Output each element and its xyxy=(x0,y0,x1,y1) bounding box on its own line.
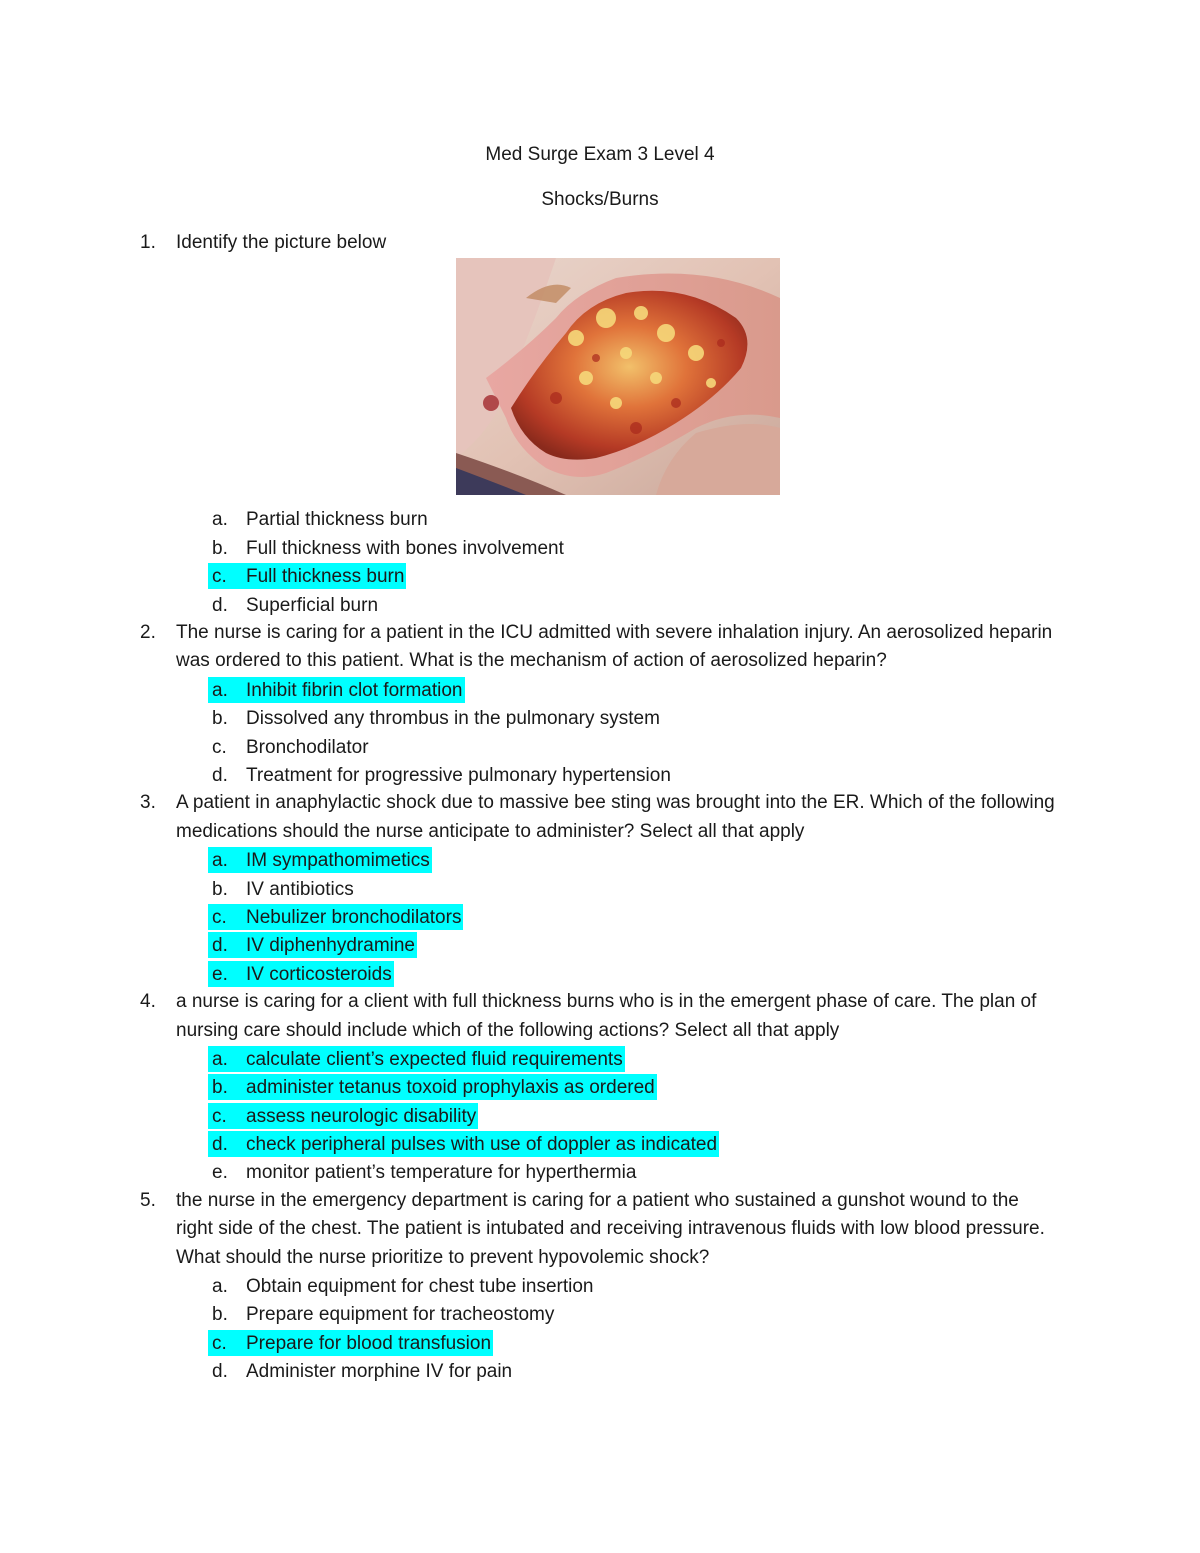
option-highlight xyxy=(208,1330,493,1356)
question-5 xyxy=(0,1187,1200,1386)
option-highlight xyxy=(208,847,432,873)
option-text: Nebulizer bronchodilators xyxy=(246,906,462,928)
option-text: IM sympathomimetics xyxy=(246,850,430,872)
question-number: 3. xyxy=(140,792,156,814)
question-text: the nurse in the emergency department is caring for a patient who sustained a gunshot wound to the right side of the chest. The patient is intubated and receiving intravenous fluids with low blood pressure. What should the nurse prioritize to prevent hypovolemic shock? xyxy=(176,1189,1045,1268)
option-letter: c. xyxy=(212,736,227,758)
option-text: Partial thickness burn xyxy=(246,509,428,531)
option-4e xyxy=(176,1158,1060,1186)
question-text: a nurse is caring for a client with full thickness burns who is in the emergent phase of care. The plan of nursing care should include which of the following actions? Select all that apply xyxy=(176,991,1037,1041)
question-text: A patient in anaphylactic shock due to massive bee sting was brought into the ER. Which of the following medications should the nurse anticipate to administer? Select all that apply xyxy=(176,792,1055,842)
option-4c xyxy=(176,1102,1060,1130)
option-list xyxy=(176,1045,1060,1187)
option-text: Superficial burn xyxy=(246,594,379,616)
option-4d xyxy=(176,1130,1060,1158)
option-text: Full thickness burn xyxy=(246,566,405,588)
option-text: IV antibiotics xyxy=(246,878,354,900)
option-text: Full thickness with bones involvement xyxy=(246,537,564,559)
option-highlight xyxy=(208,563,406,589)
option-text: IV diphenhydramine xyxy=(246,935,415,957)
burn-wound-photo xyxy=(456,258,780,495)
option-letter: b. xyxy=(212,878,228,900)
option-letter: a. xyxy=(212,1048,228,1070)
option-highlight xyxy=(208,961,394,987)
option-letter: c. xyxy=(212,1105,227,1127)
option-text: Obtain equipment for chest tube insertion xyxy=(246,1276,594,1298)
option-letter: b. xyxy=(212,708,228,730)
option-letter: a. xyxy=(212,679,228,701)
option-highlight xyxy=(208,904,463,930)
option-letter: d. xyxy=(212,594,228,616)
option-letter: b. xyxy=(212,537,228,559)
question-text: Identify the picture below xyxy=(176,232,387,253)
option-text: Prepare for blood transfusion xyxy=(246,1332,492,1354)
option-highlight xyxy=(208,1131,719,1157)
option-5d xyxy=(176,1357,1060,1385)
option-text: Treatment for progressive pulmonary hypertension xyxy=(246,764,671,786)
option-text: assess neurologic disability xyxy=(246,1105,477,1127)
option-highlight xyxy=(208,1358,514,1384)
option-text: monitor patient’s temperature for hyperthermia xyxy=(246,1162,637,1184)
option-highlight xyxy=(208,677,465,703)
option-letter: a. xyxy=(212,509,228,531)
document-title: Med Surge Exam 3 Level 4 xyxy=(485,144,715,165)
option-text: Administer morphine IV for pain xyxy=(246,1361,513,1383)
option-letter: a. xyxy=(212,850,228,872)
question-number: 4. xyxy=(140,991,156,1013)
option-letter: d. xyxy=(212,1134,228,1156)
option-2d xyxy=(176,761,1060,789)
option-text: Dissolved any thrombus in the pulmonary system xyxy=(246,708,660,730)
option-text: Bronchodilator xyxy=(246,736,369,758)
option-list xyxy=(176,505,1060,619)
option-3b xyxy=(176,875,1060,903)
option-1c xyxy=(176,562,1060,590)
option-highlight xyxy=(208,1301,556,1327)
option-letter: a. xyxy=(212,1276,228,1298)
option-text: Prepare equipment for tracheostomy xyxy=(246,1304,555,1326)
option-text: check peripheral pulses with use of doppler as indicated xyxy=(246,1134,718,1156)
question-number: 2. xyxy=(140,621,156,643)
option-highlight xyxy=(208,762,673,788)
option-highlight xyxy=(208,1046,625,1072)
option-letter: e. xyxy=(212,963,228,985)
option-letter: b. xyxy=(212,1304,228,1326)
option-1b xyxy=(176,534,1060,562)
question-number: 5. xyxy=(140,1189,156,1211)
option-highlight xyxy=(208,535,566,561)
option-letter: c. xyxy=(212,906,227,928)
option-3c xyxy=(176,903,1060,931)
option-1d xyxy=(176,591,1060,619)
option-2a xyxy=(176,676,1060,704)
option-letter: e. xyxy=(212,1162,228,1184)
option-highlight xyxy=(208,705,662,731)
option-3d xyxy=(176,931,1060,959)
option-highlight xyxy=(208,506,430,532)
option-letter: d. xyxy=(212,1361,228,1383)
option-list xyxy=(176,846,1060,988)
option-3a xyxy=(176,846,1060,874)
option-highlight xyxy=(208,1159,638,1185)
option-letter: c. xyxy=(212,566,227,588)
question-2 xyxy=(0,619,1200,789)
question-3 xyxy=(0,789,1200,988)
option-highlight xyxy=(208,932,417,958)
question-text: The nurse is caring for a patient in the ICU admitted with severe inhalation injury. An aerosolized heparin was ordered to this patient. What is the mechanism of action of aerosolized heparin? xyxy=(176,621,1053,672)
option-4b xyxy=(176,1073,1060,1101)
option-text: calculate client’s expected fluid requirements xyxy=(246,1048,623,1070)
option-letter: d. xyxy=(212,935,228,957)
option-highlight xyxy=(208,1273,595,1299)
question-4 xyxy=(0,988,1200,1187)
option-highlight xyxy=(208,1074,657,1100)
option-4a xyxy=(176,1045,1060,1073)
question-1 xyxy=(0,229,1200,619)
option-text: administer tetanus toxoid prophylaxis as ordered xyxy=(246,1077,655,1099)
document-subtitle: Shocks/Burns xyxy=(541,189,659,210)
option-letter: c. xyxy=(212,1332,227,1354)
option-letter: b. xyxy=(212,1077,228,1099)
option-5b xyxy=(176,1300,1060,1328)
option-1a xyxy=(176,505,1060,533)
option-2b xyxy=(176,704,1060,732)
question-number: 1. xyxy=(140,232,156,253)
option-text: Inhibit fibrin clot formation xyxy=(246,679,463,701)
option-text: IV corticosteroids xyxy=(246,963,392,985)
option-letter: d. xyxy=(212,764,228,786)
question-list xyxy=(0,229,1200,1386)
option-highlight xyxy=(208,876,356,902)
option-5a xyxy=(176,1272,1060,1300)
option-highlight xyxy=(208,1103,478,1129)
option-2c xyxy=(176,733,1060,761)
option-3e xyxy=(176,960,1060,988)
option-list xyxy=(176,1272,1060,1386)
option-highlight xyxy=(208,592,380,618)
option-highlight xyxy=(208,734,371,760)
option-5c xyxy=(176,1329,1060,1357)
option-list xyxy=(176,676,1060,790)
